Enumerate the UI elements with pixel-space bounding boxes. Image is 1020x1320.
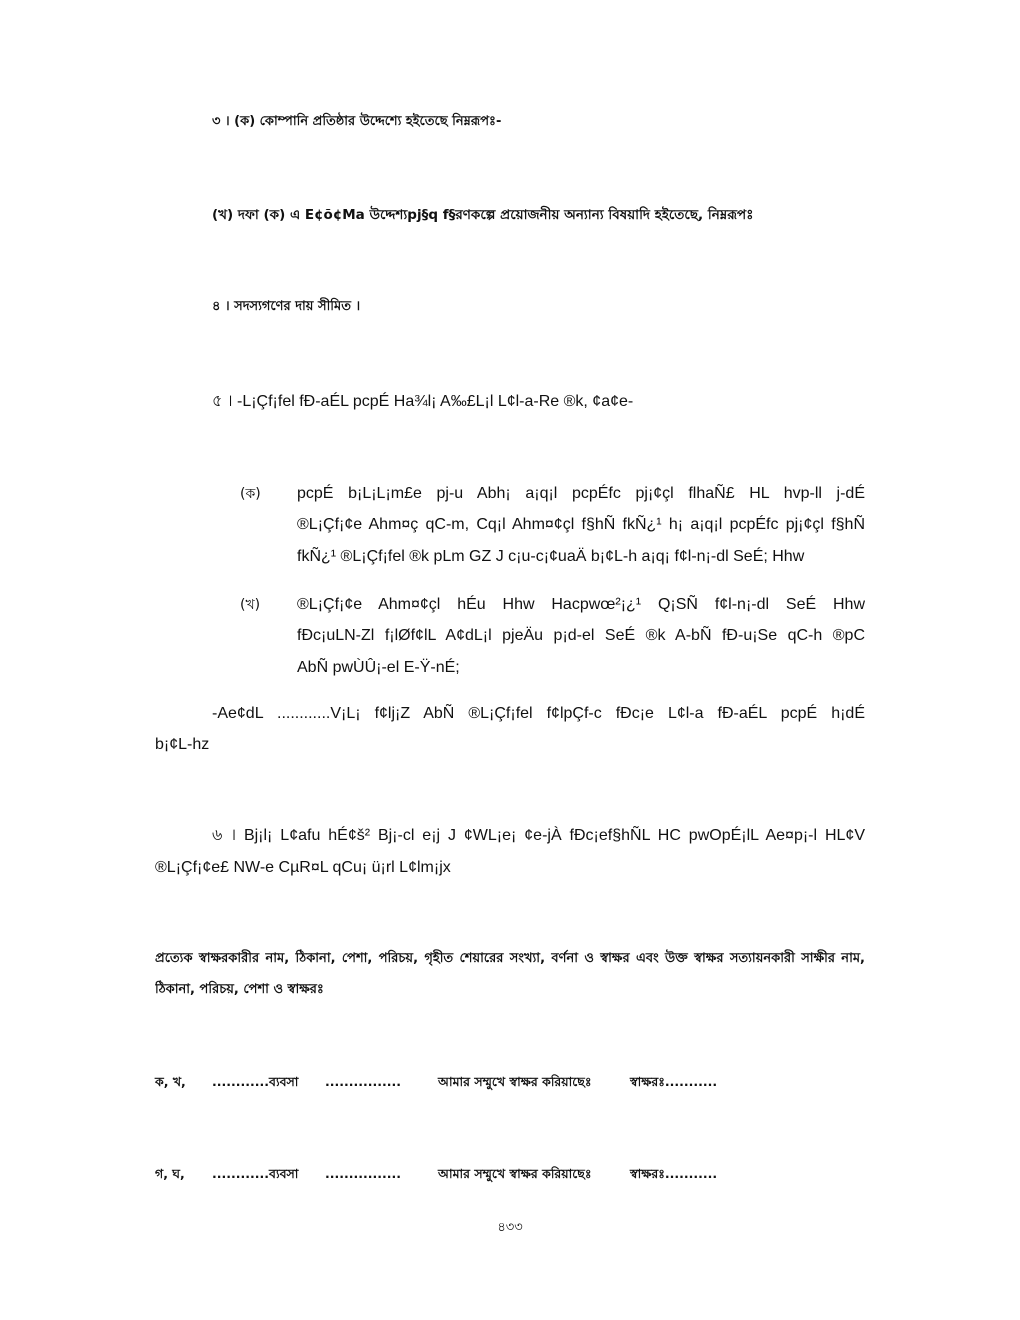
section-4-liability: ৪ । সদস্যগণের দায় সীমিত । [212,299,361,314]
item-label-kha: (খ) [240,597,261,613]
item-ka-line: pcpÉ b¡L¡L¡m£e pj-u Abh¡ a¡q¡l pcpÉfc pj¡¢çl flhaÑ£ HL hvp-ll j-dÉ [297,485,865,502]
item-ka-line: ®L¡Çf¡¢e Ahm¤ç qC-m, Cq¡l Ahm¤¢çl f§hÑ fkÑ¿¹ h¡ a¡q¡l pcpÉfc pj¡¢çl f§hÑ [297,516,865,533]
signatory-names: ক, খ, [155,1074,186,1089]
item-kha-line: AbÑ pwÙÛ¡-el E-Ÿ-nÉ; [297,659,460,676]
section-6-line: ৬ । Bj¡l¡ L¢afu hÉ¢š² Bj¡-cl e¡j J ¢WL¡e¡ ¢e-jÀ fÐc¡ef§hÑL HC pwOpÉ¡lL Ae¤p¡-l HL¢V [212,827,865,844]
signatory-names: গ, ঘ, [155,1166,185,1181]
item-label-ka: (ক) [240,486,261,502]
signatories-description-line: প্রত্যেক স্বাক্ষরকারীর নাম, ঠিকানা, পেশা, পরিচয়, গৃহীত শেয়ারের সংখ্যা, বর্ণনা ও স্বাক্ষর এবং উক্ত স্বাক্ষর সত্যায়নকারী সাক্ষীর নাম, [155,951,865,966]
signatory-row [0,1071,1020,1093]
section-5-intro: ৫ । -L¡Çf¡fel fÐ-aÉL pcpÉ Ha¾l¡ A‰£L¡l L¢l-a-Re ®k, ¢a¢e- [212,393,634,410]
section-3-clause-a: ৩ । (ক) কোম্পানি প্রতিষ্ঠার উদ্দেশ্যে হইতেছে নিম্নরূপঃ- [212,114,502,129]
signatories-description-line: ঠিকানা, পরিচয়, পেশা ও স্বাক্ষরঃ [155,982,324,997]
signature-field: স্বাক্ষরঃ........... [630,1074,718,1089]
signatory-blank: ................ [325,1166,401,1181]
section-3-clause-b: (খ) দফা (ক) এ E¢õ¢Ma উদ্দেশ্যpj§q f§রণকল্পে প্রয়োজনীয় অন্যান্য বিষয়াদি হইতেছে, নিম্নরূপঃ [212,207,754,223]
page-number: ৪৩৩ [497,1220,523,1235]
signatory-row [0,1163,1020,1185]
witness-attestation: আমার সম্মুখে স্বাক্ষর করিয়াছেঃ [438,1074,592,1089]
signatory-occupation: ............ব্যবসা [212,1166,299,1181]
item-kha-line: ®L¡Çf¡¢e Ahm¤¢çl hÉu Hhw Hacpwœ²¡¿¹ Q¡SÑ f¢l-n¡-dl SeÉ Hhw [297,596,865,613]
liability-limit-line: -Ae¢dL ............V¡L¡ f¢lj¡Z AbÑ ®L¡Çf¡fel f¢lpÇf-c fÐc¡e L¢l-a fÐ-aÉL pcpÉ h¡dÉ [212,705,865,722]
signatory-occupation: ............ব্যবসা [212,1074,299,1089]
witness-attestation: আমার সম্মুখে স্বাক্ষর করিয়াছেঃ [438,1166,592,1181]
signature-field: স্বাক্ষরঃ........... [630,1166,718,1181]
item-kha-line: fÐc¡uLN-Zl f¡lØf¢lL A¢dL¡l pjeÄu p¡d-el SeÉ ®k A-bÑ fÐ-u¡Se qC-h ®pC [297,627,865,644]
item-ka-line: fkÑ¿¹ ®L¡Çf¡fel ®k pLm GZ J c¡u-c¡¢uaÄ b¡¢L-h a¡q¡ f¢l-n¡-dl SeÉ; Hhw [297,548,805,565]
section-6-line: ®L¡Çf¡¢e£ NW-e CµR¤L qCu¡ ü¡rl L¢lm¡jx [155,859,451,876]
liability-limit-line: b¡¢L-hz [155,736,210,753]
signatory-blank: ................ [325,1074,401,1089]
